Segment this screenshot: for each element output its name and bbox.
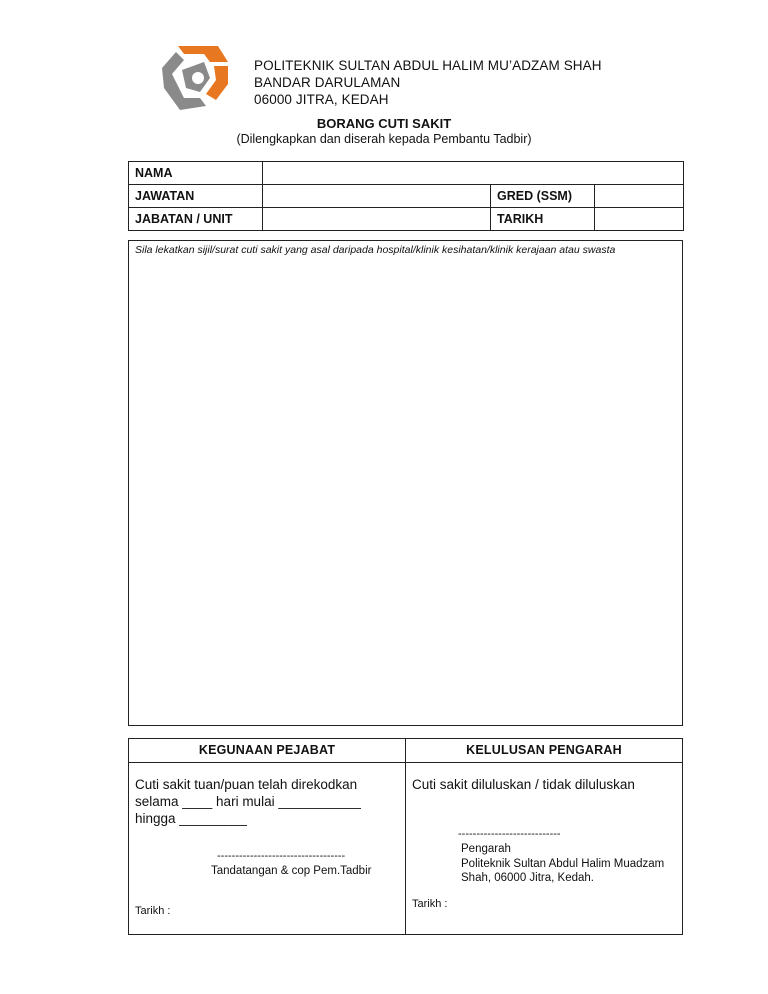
label-gred: GRED (SSM) xyxy=(491,185,595,208)
field-nama[interactable] xyxy=(263,162,684,185)
approval-text: Cuti sakit diluluskan / tidak diluluskan xyxy=(412,777,635,792)
field-jawatan[interactable] xyxy=(263,185,491,208)
office-signature-label: Tandatangan & cop Pem.Tadbir xyxy=(211,865,372,877)
row-jabatan xyxy=(129,208,684,231)
polytechnic-logo-icon xyxy=(160,44,230,114)
office-use-line-1: Cuti sakit tuan/puan telah direkodkan xyxy=(135,777,358,792)
institution-address xyxy=(254,57,602,108)
form-subtitle: (Dilengkapkan dan diserah kepada Pembantu Tadbir) xyxy=(236,132,532,146)
attachment-note: Sila lekatkan sijil/surat cuti sakit yang asal daripada hospital/klinik kesihatan/klinik kerajaan atau swasta xyxy=(135,244,616,256)
field-tarikh[interactable] xyxy=(595,208,684,231)
approval-date-label: Tarikh : xyxy=(412,898,448,910)
field-gred[interactable] xyxy=(595,185,684,208)
office-use-header: KEGUNAAN PEJABAT xyxy=(129,739,405,763)
office-use-section xyxy=(129,739,406,934)
label-nama: NAMA xyxy=(129,162,263,185)
office-date-label: Tarikh : xyxy=(135,905,171,917)
office-approval-table xyxy=(128,738,683,935)
office-use-line-3: hingga _________ xyxy=(135,811,247,826)
director-title: Pengarah xyxy=(461,843,511,855)
field-jabatan[interactable] xyxy=(263,208,491,231)
label-jabatan: JABATAN / UNIT xyxy=(129,208,263,231)
label-tarikh: TARIKH xyxy=(491,208,595,231)
applicant-info-table xyxy=(128,161,684,231)
institution-name: POLITEKNIK SULTAN ABDUL HALIM MU’ADZAM SHAH xyxy=(254,58,602,73)
row-jawatan xyxy=(129,185,684,208)
form-title: BORANG CUTI SAKIT xyxy=(316,116,452,131)
approval-header: KELULUSAN PENGARAH xyxy=(406,739,682,763)
row-nama xyxy=(129,162,684,185)
office-signature-line: ----------------------------------- xyxy=(217,850,346,862)
office-use-record-text xyxy=(135,776,361,827)
approval-section xyxy=(406,739,682,934)
label-jawatan: JAWATAN xyxy=(129,185,263,208)
attachment-box[interactable] xyxy=(128,240,683,726)
director-org-line-2: Shah, 06000 Jitra, Kedah. xyxy=(461,872,594,884)
office-use-line-2: selama ____ hari mulai ___________ xyxy=(135,794,361,809)
director-org-line-1: Politeknik Sultan Abdul Halim Muadzam xyxy=(461,858,665,870)
institution-postcode: 06000 JITRA, KEDAH xyxy=(254,92,389,107)
institution-locality: BANDAR DARULAMAN xyxy=(254,75,401,90)
director-signature-line: ---------------------------- xyxy=(458,828,561,840)
